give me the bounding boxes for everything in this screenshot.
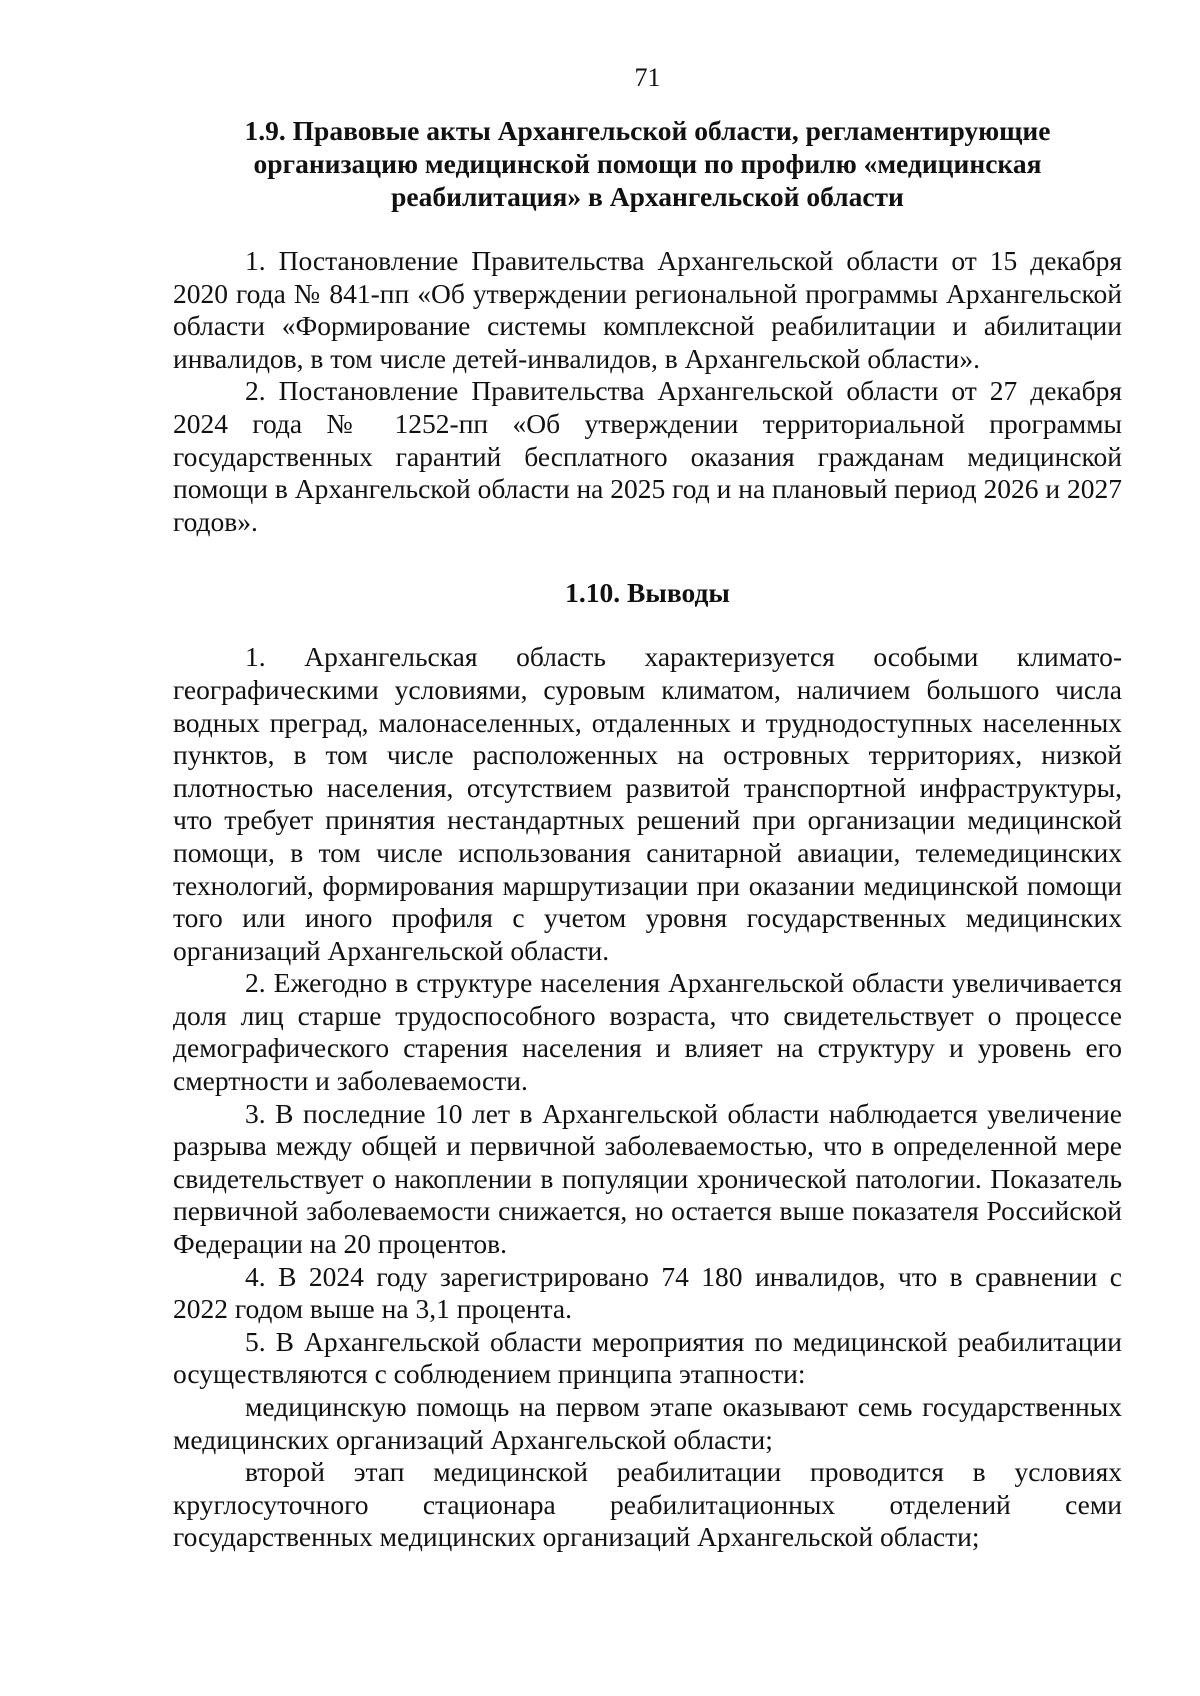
document-page [173,62,1122,1554]
paragraph-1-10-item-4: 4. В 2024 году зарегистрировано 74 180 инвалидов, что в сравнении с 2022 годом выше на 3,1 процента. [173,1260,1122,1325]
paragraph-1-10-item-1: 1. Архангельская область характеризуется особыми климато-географическими условиями, суровым климатом, наличием большого числа водных преград, малонаселенных, отдаленных и труднодоступных населенных пунктов, в том числе расположенных на островных территориях, низкой плотностью населения, отсутствием развитой транспортной инфраструктуры, что требует принятия нестандартных решений при организации медицинской помощи, в том числе использования санитарной авиации, телемедицинских технологий, формирования маршрутизации при оказании медицинской помощи того или иного профиля с учетом уровня государственных медицинских организаций Архангельской области. [173,641,1122,966]
section-title-1-10: 1.10. Выводы [565,577,730,609]
paragraph-1-9-item-1: 1. Постановление Правительства Архангельской области от 15 декабря 2020 года № 841-пп «Об утверждении региональной программы Архангельской области «Формирование системы комплексной реабилитации и абилитации инвалидов, в том числе детей-инвалидов, в Архангельской области». [173,245,1122,374]
paragraph-1-10-item-5-second-stage: второй этап медицинской реабилитации проводится в условиях круглосуточного стационара реабилитационных отделений семи государственных медицинских организаций Архангельской области; [173,1456,1122,1553]
paragraph-1-10-item-5: 5. В Архангельской области мероприятия по медицинской реабилитации осуществляются с соблюдением принципа этапности: [173,1325,1122,1390]
paragraph-1-10-item-3: 3. В последние 10 лет в Архангельской области наблюдается увеличение разрыва между общей и первичной заболеваемостью, что в определенной мере свидетельствует о накоплении в популяции хронической патологии. Показатель первичной заболеваемости снижается, но остается выше показателя Российской Федерации на 20 процентов. [173,1097,1122,1260]
page-number: 71 [634,63,661,92]
paragraph-1-9-item-2: 2. Постановление Правительства Архангельской области от 27 декабря 2024 года № 1252-пп «Об утверждении территориальной программы государственных гарантий бесплатного оказания гражданам медицинской помощи в Архангельской области на 2025 год и на плановый период 2026 и 2027 годов». [173,375,1122,537]
paragraph-1-10-item-5-first-stage: медицинскую помощь на первом этапе оказывают семь государственных медицинских организаций Архангельской области; [173,1391,1122,1455]
paragraph-1-10-item-2: 2. Ежегодно в структуре населения Архангельской области увеличивается доля лиц старше трудоспособного возраста, что свидетельствует о процессе демографического старения населения и влияет на структуру и уровень его смертности и заболеваемости. [173,967,1122,1097]
section-title-1-9: 1.9. Правовые акты Архангельской области, регламентирующие организацию медицинской помощи по профилю «медицинская реабилитация» в Архангельской области [244,115,1051,212]
